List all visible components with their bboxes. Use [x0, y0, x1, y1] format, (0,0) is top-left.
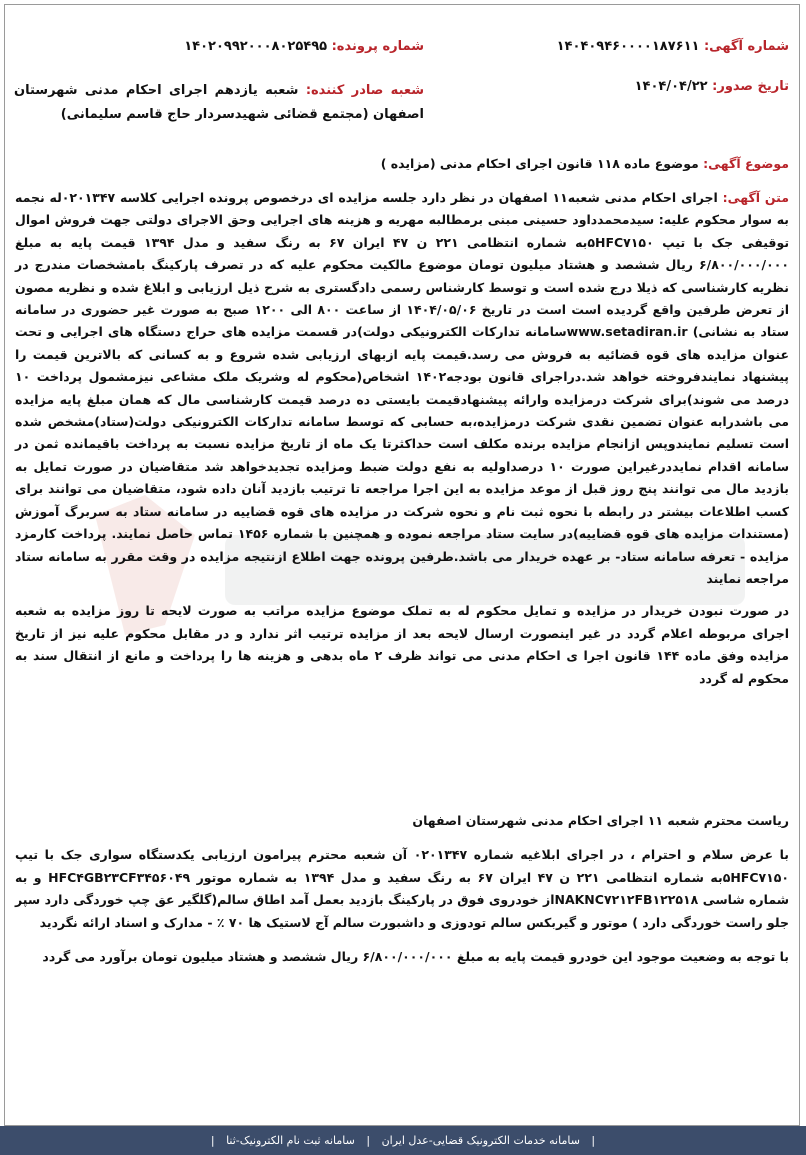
notice-frame	[4, 4, 800, 1126]
header-row-2	[15, 79, 789, 139]
ad-number	[557, 39, 789, 54]
subject-section	[15, 153, 789, 175]
ad-text-section	[15, 187, 789, 690]
subject-label: موضوع آگهی:	[703, 156, 789, 171]
report-heading: ریاست محترم شعبه ۱۱ اجرای احکام مدنی شهرستان اصفهان	[412, 813, 789, 828]
ad-number-label: شماره آگهی:	[703, 39, 789, 54]
ad-number-value: ۱۴۰۴۰۹۴۶۰۰۰۰۱۸۷۶۱۱	[556, 39, 700, 54]
header-row-1	[15, 39, 789, 63]
case-number	[14, 39, 424, 54]
footer-bar	[0, 1126, 806, 1155]
issue-date	[635, 79, 789, 94]
footer-link-sana[interactable]: سامانه ثبت نام الکترونیک-ثنا	[226, 1134, 355, 1147]
footer-separator-2: |	[366, 1134, 371, 1147]
ad-text-paragraph-1	[15, 187, 789, 590]
footer-link-adliran[interactable]: سامانه خدمات الکترونیک قضایی-عدل ایران	[381, 1134, 580, 1147]
report-paragraph-1: با عرض سلام و احترام ، در اجرای ابلاغیه شماره ۰۲۰۱۳۴۷ آن شعبه محترم پیرامون ارزیابی یکدستگاه سواری جک با تیپ ۵HFC۷۱۵۰به شماره انتظامی ۲۲۱ ن ۴۷ ایران ۶۷ به رنگ سفید و مدل ۱۳۹۴ به شماره موتور HFC۴GB۲۳CF۳۴۵۶۰۴۹ و به شماره شاسی NAKNC۷۲۱۲FB۱۲۲۵۱۸از خودروی فوق در پارکینگ بازدید بعمل آمد اطاق سالم(گلگیر عق چپ خوردگی دارد سپر جلو راست خوردگی دارد ) موتور و گیربکس سالم تودوزی و داشبورت سالم آج لاستیک ها ۷۰ ٪ - مدارک و اسناد ارائه نگردید	[15, 847, 790, 930]
report-paragraph-2: با توجه به وضعیت موجود این خودرو قیمت پایه به مبلغ ۶/۸۰۰/۰۰۰/۰۰۰ ریال ششصد و هشتاد میلیون تومان برآورد می گردد	[42, 949, 789, 965]
notice-content	[15, 17, 789, 1125]
case-number-label: شماره پرونده:	[331, 39, 424, 54]
report-section	[15, 810, 789, 968]
ad-text-label: متن آگهی:	[722, 190, 789, 205]
ad-text-paragraph-2: در صورت نبودن خریدار در مزایده و تمایل محکوم له به تملک موضوع مزایده مراتب به صورت لایحه تا روز مزایده به شعبه اجرای مربوطه اعلام گردد در غیر اینصورت ارسال لایحه بعد از مزایده ترتیب اثر ندارد و در مقابل محکوم علیه نیز از تاریخ مزایده وفق ماده ۱۴۴ قانون اجرا ی احکام مدنی می تواند ظرف ۲ ماه بدهی و هزینه ها را پرداخت و مانع از انتقال سند به محکوم له گردد	[15, 603, 789, 686]
issuer	[14, 79, 424, 127]
case-number-value: ۱۴۰۲۰۹۹۲۰۰۰۸۰۲۵۴۹۵	[184, 39, 328, 54]
issue-date-label: تاریخ صدور:	[712, 79, 789, 94]
subject-value: موضوع ماده ۱۱۸ قانون اجرای احکام مدنی (مزایده )	[380, 156, 699, 171]
footer-separator-1: |	[591, 1134, 596, 1147]
footer-separator-3: |	[210, 1134, 215, 1147]
issue-date-value: ۱۴۰۴/۰۴/۲۲	[634, 79, 708, 94]
issuer-label: شعبه صادر کننده:	[305, 83, 424, 98]
issuer-value: شعبه یازدهم اجرای احکام مدنی شهرستان اصفهان (مجتمع قضائی شهیدسردار حاج قاسم سلیمانی)	[14, 83, 424, 122]
ad-text-body-1: اجرای احکام مدنی شعبه۱۱ اصفهان در نظر دارد جلسه مزایده ای درخصوص پرونده اجرایی کلاسه ۰۲۰۱۳۴۷له نجمه به سوار محکوم علیه: سیدمحمدداود حسینی مبنی برمطالبه مهریه و هزینه های اجرایی وحق الاجرای دولتی جهت فروش اموال توقیفی جک با تیپ ۵HFC۷۱۵۰به شماره انتظامی ۲۲۱ ن ۴۷ ایران ۶۷ به رنگ سفید و مدل ۱۳۹۴ قیمت پایه به مبلغ ۶/۸۰۰/۰۰۰/۰۰۰ ریال ششصد و هشتاد میلیون تومان موضوع مالکیت محکوم علیه که در تصرف پارکینگ بامشخصات مندرج در نظریه کارشناسی که ذیلا درج شده است و توسط کارشناس رسمی دادگستری به شرح ذیل ارزیابی و ابلاغ شده و نظریه مصون از تعرض طرفین واقع گردیده است است در تاریخ ۱۴۰۴/۰۵/۰۶ از ساعت ۸۰۰ الی ۱۲۰۰ صبح به صورت غیر حضوری در سامانه ستاد به نشانی) www.setadiran.irسامانه تدارکات الکترونیکی دولت)در قسمت مزایده های حراج دستگاه های اجرایی و تحت عنوان مزایده های قوه قضائیه به فروش می رسد.قیمت پایه ازبهای ارزیابی شده شروع و به کسانی که بالاترین قیمت را پیشنهاد نمایندفروخته خواهد شد.دراجرای قانون بودجه۱۴۰۲ اشخاص(محکوم له وشریک ملک مشاعی نیزمشمول پرداخت ۱۰ درصد می شوند)برای شرکت درمزایده وارائه پیشنهادقیمت بایستی ده درصد قیمت کارشناسی مال که همان مبلغ پایه مزایده می باشدرابه عنوان تضمین نقدی شرکت درمزایده،به حسابی که توسط سامانه تدارکات الکترونیکی دولت(ستاد)مشخص شده است تسلیم نمایندوپس ازانجام مزایده برنده مکلف است حداکثرتا یک ماه از تاریخ مزایده نسبت به پرداخت باقیمانده ثمن در سامانه اقدام نمایددرغیراین صورت ۱۰ درصداولیه به نفع دولت ضبط ومزایده تجدیدخواهد شد متقاضیان در صورت تمایل به بازدید مال می توانند پنج روز قبل از موعد مزایده به این اجرا مراجعه تا ترتیب بازدید آنان داده شود، متقاضیان می توانند برای کسب اطلاعات بیشتر در رابطه با نحوه ثبت نام و نحوه شرکت در مزایده های قوه قضاییه در سامانه ستاد به سربرگ آموزش (مستندات مزایده های قوه قضاییه)در سایت ستاد مراجعه نموده و همچنین با شماره ۱۴۵۶ تماس حاصل نمایند. پرداخت کارمزد مزایده - تعرفه سامانه ستاد- بر عهده خریدار می باشد.طرفین پرونده جهت اطلاع ازنتیجه مزایده در وقت مقرر به سامانه ستاد مراجعه نمایند	[15, 190, 790, 586]
